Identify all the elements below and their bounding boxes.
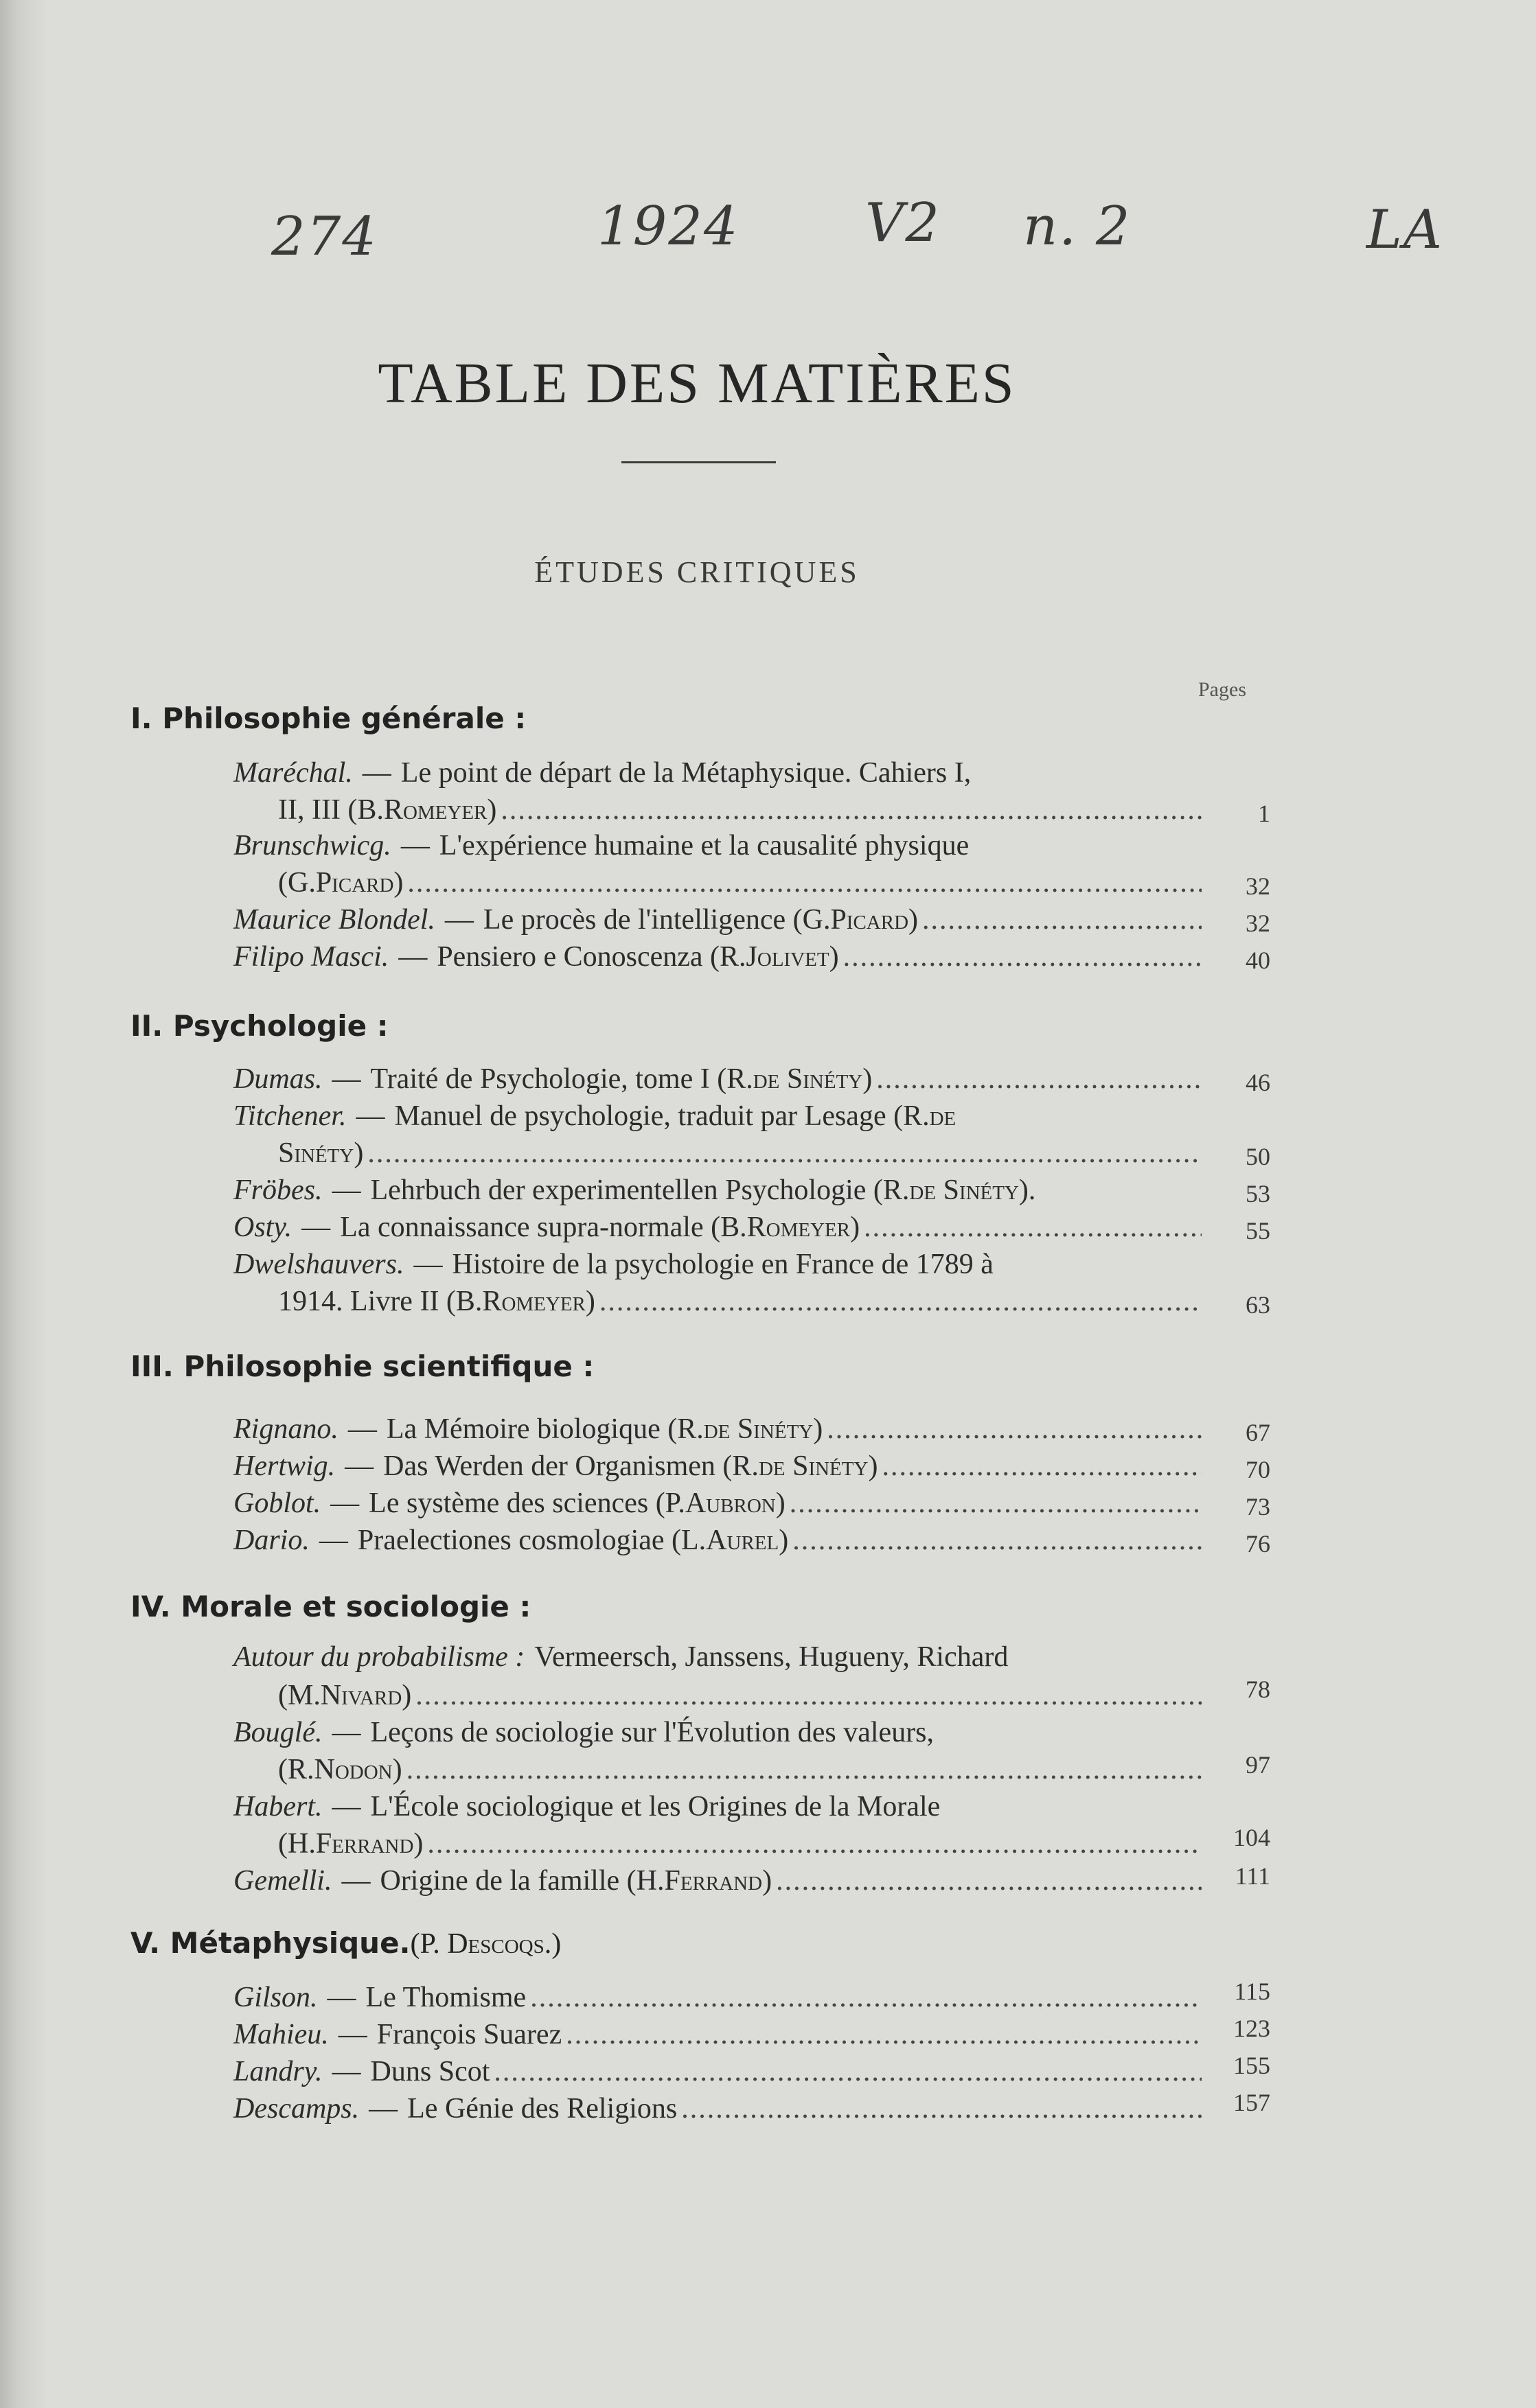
toc-entry-line bbox=[233, 1981, 1202, 2014]
pages-column-label: Pages bbox=[1198, 678, 1246, 701]
section-subtitle: ÉTUDES CRITIQUES bbox=[534, 555, 860, 589]
toc-entry-line bbox=[233, 829, 1198, 862]
entry-reviewer: de Sinéty bbox=[909, 1174, 1019, 1206]
page-number: 115 bbox=[1234, 1978, 1270, 2005]
toc-entry-line bbox=[233, 756, 1198, 789]
entry-author: Maurice Blondel. bbox=[233, 904, 435, 936]
entry-close: ) bbox=[393, 867, 404, 899]
toc-entry-line bbox=[278, 1827, 1202, 1860]
leader-dots bbox=[790, 1487, 1202, 1520]
entry-title: La connaissance supra-normale (B. bbox=[340, 1212, 747, 1243]
dash: — bbox=[332, 1174, 361, 1206]
entry-reviewer: de Sinéty bbox=[703, 1413, 814, 1445]
toc-entry-line bbox=[278, 866, 1202, 899]
toc-entry-line bbox=[278, 1285, 1202, 1318]
entry-title: L'École sociologique et les Origines de la Morale bbox=[370, 1791, 941, 1822]
dash: — bbox=[398, 941, 428, 973]
toc-entry-line bbox=[278, 1753, 1202, 1786]
entry-title: Lehrbuch der experimentellen Psychologie (R. bbox=[370, 1174, 910, 1206]
entry-close: ) bbox=[402, 1680, 412, 1711]
toc-entry-line bbox=[233, 940, 1202, 973]
entry-reviewer: Nodon bbox=[314, 1754, 393, 1785]
entry-close: ). bbox=[1018, 1174, 1036, 1206]
entry-author: Osty. bbox=[233, 1212, 293, 1243]
page-number: 46 bbox=[1246, 1069, 1270, 1096]
toc-entry-line bbox=[233, 1524, 1202, 1557]
toc-entry-line bbox=[233, 1450, 1202, 1483]
toc-entry-line bbox=[233, 1174, 1202, 1207]
dash: — bbox=[301, 1212, 331, 1243]
entry-title-cont: (M. bbox=[278, 1680, 321, 1711]
page-number: 157 bbox=[1233, 2089, 1270, 2116]
dash: — bbox=[319, 1525, 348, 1556]
entry-author: Dumas. bbox=[233, 1063, 323, 1095]
leader-dots bbox=[882, 1450, 1202, 1483]
toc-entry-line bbox=[233, 1641, 1198, 1674]
page-number: 104 bbox=[1233, 1824, 1270, 1851]
toc-entry-line bbox=[233, 1100, 1198, 1133]
leader-dots bbox=[407, 866, 1202, 899]
leader-dots bbox=[681, 2092, 1202, 2125]
section-heading bbox=[130, 1926, 561, 1960]
entry-title: Le point de départ de la Métaphysique. Cahiers I, bbox=[400, 757, 972, 789]
entry-reviewer: Romeyer bbox=[383, 794, 488, 826]
entry-close: ) bbox=[413, 1828, 424, 1860]
entry-close: ) bbox=[487, 794, 497, 826]
dash: — bbox=[400, 830, 430, 861]
page-number: 155 bbox=[1233, 2052, 1270, 2079]
entry-close: ) bbox=[868, 1450, 878, 1482]
leader-dots bbox=[922, 903, 1202, 936]
leader-dots bbox=[864, 1211, 1202, 1244]
entry-reviewer: Romeyer bbox=[482, 1286, 586, 1317]
entry-title-cont: II, III (B. bbox=[278, 794, 384, 826]
page-number: 55 bbox=[1246, 1217, 1270, 1244]
entry-close: ) bbox=[585, 1286, 595, 1317]
page-number: 63 bbox=[1246, 1291, 1270, 1319]
title-rule bbox=[621, 461, 776, 463]
entry-author: Landry. bbox=[233, 2056, 323, 2087]
entry-title: L'expérience humaine et la causalité physique bbox=[439, 830, 970, 861]
leader-dots bbox=[415, 1679, 1202, 1712]
page-number: 1 bbox=[1258, 800, 1270, 827]
section-heading-label: V. Métaphysique. bbox=[130, 1926, 411, 1960]
toc-entry-line bbox=[233, 903, 1202, 936]
toc-entry-line bbox=[233, 1864, 1202, 1897]
dash: — bbox=[332, 1063, 361, 1095]
entry-title: François Suarez bbox=[376, 2019, 562, 2050]
dash: — bbox=[332, 2056, 361, 2087]
entry-title-cont: (H. bbox=[278, 1828, 316, 1860]
entry-title: Manuel de psychologie, traduit par Lesage (R. bbox=[394, 1100, 930, 1132]
leader-dots bbox=[530, 1981, 1202, 2014]
entry-author: Mahieu. bbox=[233, 2019, 329, 2050]
page-number: 78 bbox=[1246, 1676, 1270, 1703]
toc-entry-line bbox=[278, 1137, 1202, 1170]
entry-close: ) bbox=[779, 1525, 789, 1556]
entry-author: Goblot. bbox=[233, 1487, 321, 1519]
entry-author: Descamps. bbox=[233, 2093, 360, 2125]
toc-entry-line bbox=[233, 1211, 1202, 1244]
page-number: 67 bbox=[1246, 1419, 1270, 1446]
toc-entry-line bbox=[233, 1716, 1198, 1749]
entry-title: Origine de la famille (H. bbox=[380, 1865, 665, 1897]
entry-reviewer: Ferrand bbox=[664, 1865, 763, 1897]
entry-title: Histoire de la psychologie en France de 1789 à bbox=[452, 1249, 994, 1280]
dash: — bbox=[362, 757, 391, 789]
toc-entry-line bbox=[233, 1413, 1202, 1446]
dash: — bbox=[332, 1791, 361, 1822]
heading-note-post: .) bbox=[544, 1928, 562, 1960]
toc-entry-line bbox=[278, 1679, 1202, 1712]
entry-reviewer-prefix: de bbox=[929, 1100, 956, 1132]
heading-note-pre: (P. bbox=[410, 1928, 448, 1960]
entry-title-cont: (R. bbox=[278, 1754, 314, 1785]
entry-reviewer: Picard bbox=[830, 904, 909, 936]
dash: — bbox=[369, 2093, 398, 2125]
entry-close: ) bbox=[908, 904, 919, 936]
dash: — bbox=[341, 1865, 371, 1897]
handwritten-mark-year: 1924 bbox=[597, 196, 740, 257]
entry-reviewer: Jolivet bbox=[746, 941, 829, 973]
entry-close: ) bbox=[862, 1063, 873, 1095]
entry-close: ) bbox=[354, 1137, 364, 1169]
section-heading-note bbox=[411, 1928, 562, 1960]
dash: — bbox=[444, 904, 474, 936]
page-number: 53 bbox=[1246, 1180, 1270, 1207]
entry-close: ) bbox=[813, 1413, 823, 1445]
leader-dots bbox=[494, 2055, 1202, 2088]
leader-dots bbox=[501, 794, 1202, 826]
entry-author: Maréchal. bbox=[233, 757, 353, 789]
entry-close: ) bbox=[392, 1754, 402, 1785]
entry-reviewer: Sinéty bbox=[278, 1137, 354, 1169]
entry-title: Le Thomisme bbox=[365, 1982, 527, 2013]
entry-title: Das Werden der Organismen (R. bbox=[383, 1450, 759, 1482]
toc-entry-line bbox=[233, 2092, 1202, 2125]
dash: — bbox=[347, 1413, 377, 1445]
dash: — bbox=[345, 1450, 374, 1482]
toc-entry-line bbox=[278, 794, 1202, 826]
entry-author: Autour du probabilisme : bbox=[233, 1641, 525, 1673]
entry-title: Le Génie des Religions bbox=[407, 2093, 678, 2125]
entry-author: Gemelli. bbox=[233, 1865, 332, 1897]
entry-title: Vermeersch, Janssens, Hugueny, Richard bbox=[534, 1641, 1009, 1673]
entry-author: Gilson. bbox=[233, 1982, 318, 2013]
entry-reviewer: Picard bbox=[315, 867, 394, 899]
section-heading: II. Psychologie : bbox=[130, 1009, 389, 1043]
leader-dots bbox=[367, 1137, 1202, 1170]
entry-close: ) bbox=[762, 1865, 772, 1897]
entry-reviewer: Nivard bbox=[320, 1680, 402, 1711]
toc-entry-line bbox=[233, 1063, 1202, 1096]
dash: — bbox=[332, 1717, 361, 1748]
leader-dots bbox=[599, 1285, 1202, 1318]
page-number: 32 bbox=[1246, 910, 1270, 937]
entry-author: Habert. bbox=[233, 1791, 323, 1822]
handwritten-mark-volume: V2 bbox=[865, 192, 941, 254]
leader-dots bbox=[843, 940, 1202, 973]
toc-entry-line bbox=[233, 1790, 1198, 1823]
entry-title: Leçons de sociologie sur l'Évolution des valeurs, bbox=[370, 1717, 935, 1748]
dash: — bbox=[338, 2019, 367, 2050]
page-number: 70 bbox=[1246, 1456, 1270, 1483]
section-heading: I. Philosophie générale : bbox=[130, 702, 527, 735]
entry-reviewer: de Sinéty bbox=[753, 1063, 863, 1095]
page-number: 123 bbox=[1233, 2015, 1270, 2042]
leader-dots bbox=[406, 1753, 1202, 1786]
entry-close: ) bbox=[829, 941, 839, 973]
entry-title: Traité de Psychologie, tome I (R. bbox=[370, 1063, 753, 1095]
entry-author: Filipo Masci. bbox=[233, 941, 389, 973]
entry-author: Fröbes. bbox=[233, 1174, 323, 1206]
entry-title: Le système des sciences (P. bbox=[369, 1487, 685, 1519]
entry-title: Le procès de l'intelligence (G. bbox=[483, 904, 831, 936]
entry-author: Dwelshauvers. bbox=[233, 1249, 404, 1280]
entry-author: Dario. bbox=[233, 1525, 310, 1556]
entry-title: Pensiero e Conoscenza (R. bbox=[437, 941, 746, 973]
entry-reviewer: Ferrand bbox=[315, 1828, 414, 1860]
entry-title: La Mémoire biologique (R. bbox=[386, 1413, 704, 1445]
page-number: 111 bbox=[1235, 1862, 1270, 1890]
entry-author: Titchener. bbox=[233, 1100, 347, 1132]
page-number: 50 bbox=[1246, 1143, 1270, 1170]
toc-entry-line bbox=[233, 2055, 1202, 2088]
leader-dots bbox=[876, 1063, 1202, 1096]
entry-reviewer: Romeyer bbox=[746, 1212, 851, 1243]
leader-dots bbox=[427, 1827, 1202, 1860]
page-number: 40 bbox=[1246, 947, 1270, 974]
entry-author: Rignano. bbox=[233, 1413, 339, 1445]
toc-entry-line bbox=[233, 1487, 1202, 1520]
dash: — bbox=[413, 1249, 443, 1280]
entry-close: ) bbox=[850, 1212, 860, 1243]
leader-dots bbox=[827, 1413, 1202, 1446]
entry-close: ) bbox=[775, 1487, 786, 1519]
entry-author: Brunschwicg. bbox=[233, 830, 391, 861]
entry-title-cont: 1914. Livre II (B. bbox=[278, 1286, 483, 1317]
page-number: 32 bbox=[1246, 872, 1270, 900]
page-number: 97 bbox=[1246, 1751, 1270, 1779]
page-number: 76 bbox=[1246, 1530, 1270, 1558]
handwritten-mark-274: 274 bbox=[271, 206, 378, 268]
toc-entry-line bbox=[233, 1248, 1198, 1281]
entry-reviewer: Aubron bbox=[685, 1487, 776, 1519]
dash: — bbox=[327, 1982, 356, 2013]
entry-title: Praelectiones cosmologiae (L. bbox=[357, 1525, 707, 1556]
leader-dots bbox=[566, 2018, 1202, 2051]
leader-dots bbox=[792, 1524, 1202, 1557]
heading-note-name: Descoqs bbox=[447, 1928, 545, 1960]
entry-reviewer: Aurel bbox=[706, 1525, 779, 1556]
section-heading: IV. Morale et sociologie : bbox=[130, 1590, 531, 1623]
toc-entry-line bbox=[233, 2018, 1202, 2051]
leader-dots bbox=[776, 1864, 1202, 1897]
entry-author: Hertwig. bbox=[233, 1450, 336, 1482]
dash: — bbox=[330, 1487, 360, 1519]
entry-reviewer: de Sinéty bbox=[758, 1450, 869, 1482]
handwritten-mark-number: n. 2 bbox=[1023, 196, 1132, 257]
section-heading: III. Philosophie scientifique : bbox=[130, 1350, 595, 1383]
page-number: 73 bbox=[1246, 1493, 1270, 1520]
page-title: TABLE DES MATIÈRES bbox=[378, 351, 1016, 415]
entry-title: Duns Scot bbox=[370, 2056, 490, 2087]
entry-title-cont: (G. bbox=[278, 867, 316, 899]
entry-author: Bouglé. bbox=[233, 1717, 323, 1748]
handwritten-mark-la: LA bbox=[1366, 199, 1444, 261]
dash: — bbox=[356, 1100, 385, 1132]
